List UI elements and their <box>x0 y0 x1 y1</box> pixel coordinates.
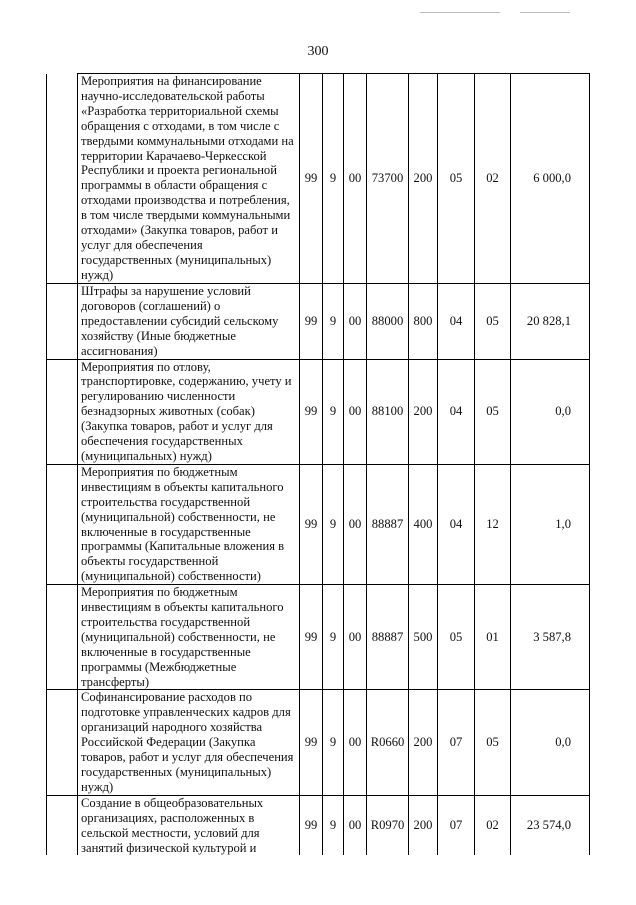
subprogram-code-cell: 9 <box>323 464 344 584</box>
amount-cell: 23 574,0 <box>511 795 590 855</box>
section-code-cell: 07 <box>438 690 475 795</box>
scan-artifact-line <box>420 12 500 13</box>
main-activity-code-cell: 00 <box>344 690 367 795</box>
table-row <box>47 284 590 360</box>
main-activity-code-cell: 00 <box>344 795 367 855</box>
expense-name-cell: Создание в общеобразовательных организациях, расположенных в сельской местности, условий для занятий физической культурой и <box>78 795 300 855</box>
scan-artifact-line <box>520 12 570 13</box>
expense-name-cell: Мероприятия по бюджетным инвестициям в объекты капитального строительства государственной (муниципальной) собственности, не включенные в государственные программы (Межбюджетные трансферты) <box>78 585 300 690</box>
subprogram-code-cell: 9 <box>323 585 344 690</box>
expense-name-cell: Мероприятия по бюджетным инвестициям в объекты капитального строительства государственной (муниципальной) собственности, не включенные в государственные программы (Капитальные вложения в объекты государственной (муниципальной) собственности) <box>78 464 300 584</box>
main-activity-code-cell: 00 <box>344 464 367 584</box>
subprogram-code-cell: 9 <box>323 74 344 284</box>
section-code-cell: 05 <box>438 585 475 690</box>
program-code-cell: 99 <box>300 74 323 284</box>
table-row <box>47 74 590 284</box>
row-number-cell <box>47 585 78 690</box>
budget-table <box>46 73 590 855</box>
table-row <box>47 690 590 795</box>
expense-name-cell: Штрафы за нарушение условий договоров (соглашений) о предоставлении субсидий сельскому хозяйству (Иные бюджетные ассигнования) <box>78 284 300 360</box>
amount-cell: 0,0 <box>511 690 590 795</box>
direction-code-cell: 73700 <box>367 74 409 284</box>
subsection-code-cell: 05 <box>475 359 511 464</box>
row-number-cell <box>47 690 78 795</box>
subprogram-code-cell: 9 <box>323 690 344 795</box>
section-code-cell: 05 <box>438 74 475 284</box>
expense-type-code-cell: 200 <box>409 795 438 855</box>
program-code-cell: 99 <box>300 585 323 690</box>
program-code-cell: 99 <box>300 795 323 855</box>
amount-cell: 6 000,0 <box>511 74 590 284</box>
table-row <box>47 464 590 584</box>
program-code-cell: 99 <box>300 284 323 360</box>
direction-code-cell: R0970 <box>367 795 409 855</box>
amount-cell: 1,0 <box>511 464 590 584</box>
program-code-cell: 99 <box>300 359 323 464</box>
subprogram-code-cell: 9 <box>323 359 344 464</box>
program-code-cell: 99 <box>300 464 323 584</box>
row-number-cell <box>47 74 78 284</box>
expense-type-code-cell: 800 <box>409 284 438 360</box>
section-code-cell: 04 <box>438 359 475 464</box>
main-activity-code-cell: 00 <box>344 74 367 284</box>
subprogram-code-cell: 9 <box>323 795 344 855</box>
subsection-code-cell: 01 <box>475 585 511 690</box>
expense-type-code-cell: 500 <box>409 585 438 690</box>
amount-cell: 0,0 <box>511 359 590 464</box>
section-code-cell: 04 <box>438 464 475 584</box>
expense-type-code-cell: 200 <box>409 74 438 284</box>
row-number-cell <box>47 359 78 464</box>
subsection-code-cell: 02 <box>475 74 511 284</box>
expense-type-code-cell: 400 <box>409 464 438 584</box>
section-code-cell: 04 <box>438 284 475 360</box>
table-row <box>47 359 590 464</box>
table-row <box>47 795 590 855</box>
main-activity-code-cell: 00 <box>344 359 367 464</box>
row-number-cell <box>47 795 78 855</box>
subsection-code-cell: 05 <box>475 284 511 360</box>
subsection-code-cell: 02 <box>475 795 511 855</box>
row-number-cell <box>47 464 78 584</box>
amount-cell: 20 828,1 <box>511 284 590 360</box>
main-activity-code-cell: 00 <box>344 284 367 360</box>
amount-cell: 3 587,8 <box>511 585 590 690</box>
expense-type-code-cell: 200 <box>409 690 438 795</box>
main-activity-code-cell: 00 <box>344 585 367 690</box>
direction-code-cell: 88887 <box>367 464 409 584</box>
row-number-cell <box>47 284 78 360</box>
expense-name-cell: Мероприятия на финансирование научно-исследовательской работы «Разработка территориальной схемы обращения с отходами, в том числе с твердыми коммунальными отходами на территории Карачаево-Черкесской Республики и проекта региональной программы в области обращения с отходами производства и потребления, в том числе твердыми коммунальными отходами» (Закупка товаров, работ и услуг для обеспечения государственных (муниципальных) нужд) <box>78 74 300 284</box>
direction-code-cell: 88887 <box>367 585 409 690</box>
subsection-code-cell: 05 <box>475 690 511 795</box>
table-row <box>47 585 590 690</box>
direction-code-cell: 88000 <box>367 284 409 360</box>
subprogram-code-cell: 9 <box>323 284 344 360</box>
expense-type-code-cell: 200 <box>409 359 438 464</box>
expense-name-cell: Софинансирование расходов по подготовке управленческих кадров для организаций народного хозяйства Российской Федерации (Закупка товаров, работ и услуг для обеспечения государственных (муниципальных) нужд) <box>78 690 300 795</box>
page-number: 300 <box>307 44 329 59</box>
section-code-cell: 07 <box>438 795 475 855</box>
direction-code-cell: 88100 <box>367 359 409 464</box>
program-code-cell: 99 <box>300 690 323 795</box>
subsection-code-cell: 12 <box>475 464 511 584</box>
expense-name-cell: Мероприятия по отлову, транспортировке, содержанию, учету и регулированию численности безнадзорных животных (собак) (Закупка товаров, работ и услуг для обеспечения государственных (муниципальных) нужд) <box>78 359 300 464</box>
direction-code-cell: R0660 <box>367 690 409 795</box>
